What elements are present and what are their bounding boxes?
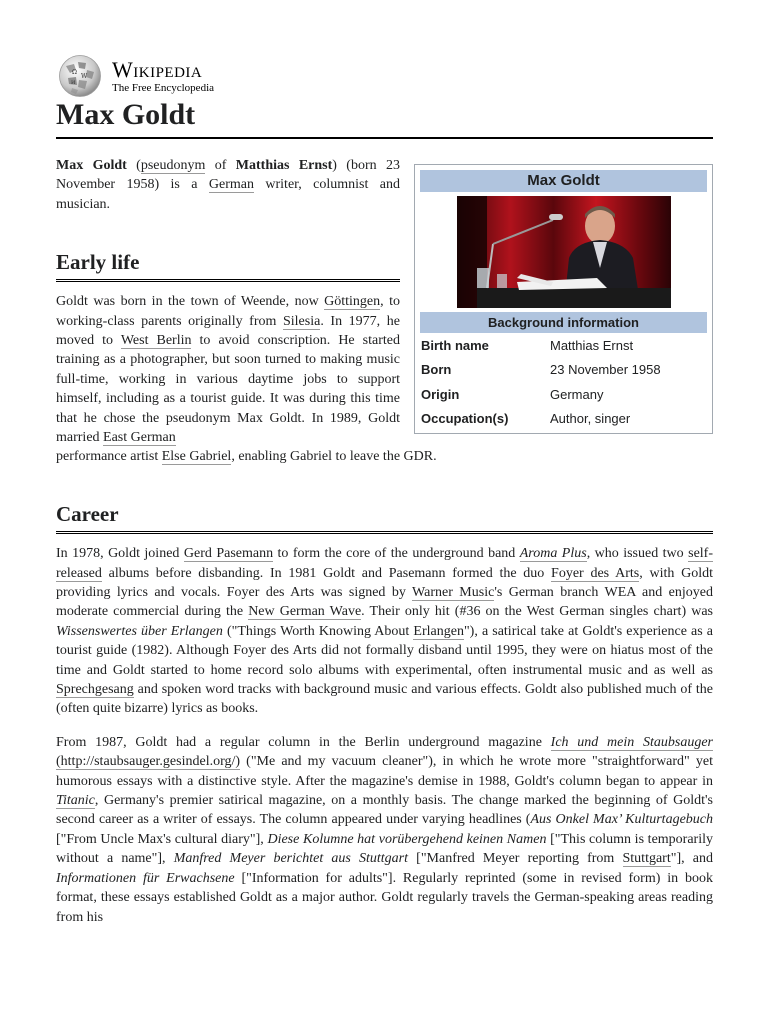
infobox-value: Germany bbox=[550, 386, 604, 402]
text-run: ("Things Worth Knowing About bbox=[222, 623, 414, 639]
svg-text:W: W bbox=[81, 73, 88, 80]
link-text: Aroma Plus bbox=[519, 546, 587, 562]
infobox-row bbox=[421, 358, 706, 383]
text-run: "), a satirical take at Goldt's experience as a tourist guide (1982). Although Foyer des Arts did not formally disband until 1995, they were on hiatus most of the time and Goldt started to home record solo albums with experimental, often instrumental music and as well as bbox=[56, 623, 713, 678]
text-run: and spoken word tracks with background music and various effects. Goldt also published much of the (often quite bizarre) lyrics as books. bbox=[56, 682, 713, 717]
infobox-section-header: Background information bbox=[420, 312, 707, 333]
link-gottingen[interactable]: Göttingen bbox=[324, 294, 381, 310]
text-run: ["This column is temporarily without a name"], bbox=[56, 831, 713, 867]
text-run: In 1978, Goldt joined bbox=[56, 546, 184, 562]
text-run: From 1987, Goldt had a regular column in the Berlin underground magazine bbox=[56, 734, 551, 750]
infobox-row bbox=[421, 333, 706, 358]
text-run: to avoid conscription. He started training as a photographer, but soon turned to making music full-time, working in various daytime jobs to support himself, including as a tourist guide. It was during this time that he chose the pseudonym Max Goldt. In 1989, Goldt married bbox=[56, 333, 400, 446]
early-life-paragraph bbox=[56, 292, 400, 447]
section-career bbox=[56, 502, 713, 927]
link-new-german-wave[interactable]: New German Wave bbox=[248, 604, 362, 620]
text-run: Goldt was born in the town of Weende, now bbox=[56, 294, 325, 310]
link-titanic[interactable] bbox=[56, 793, 95, 809]
text-run: albums before disbanding. In 1981 Goldt and Pasemann formed the duo bbox=[101, 565, 552, 581]
infobox-title: Max Goldt bbox=[420, 170, 707, 192]
link-staubsauger-url[interactable]: (http://staubsauger.gesindel.org/) bbox=[56, 754, 241, 770]
wikipedia-wordmark[interactable] bbox=[112, 56, 215, 94]
career-paragraph-1 bbox=[56, 544, 713, 719]
link-east-german[interactable]: East German bbox=[103, 430, 176, 446]
svg-text:Ω: Ω bbox=[72, 69, 77, 76]
text-run: , with Goldt providing lyrics and vocals. Foyer des Arts was signed by bbox=[56, 565, 713, 600]
link-stuttgart[interactable]: Stuttgart bbox=[622, 851, 671, 867]
link-ich-und-mein-staubsauger[interactable] bbox=[551, 735, 713, 751]
infobox-value: Author, singer bbox=[550, 411, 631, 427]
lead-real-name: Matthias Ernst bbox=[235, 158, 333, 173]
song-title: Wissenswertes über Erlangen bbox=[56, 623, 223, 639]
career-paragraph-2 bbox=[56, 733, 713, 927]
infobox-value: 23 November 1958 bbox=[550, 362, 661, 378]
infobox-row bbox=[421, 407, 706, 432]
wordmark-tagline: The Free Encyclopedia bbox=[112, 81, 215, 94]
link-self-released[interactable]: self-released bbox=[56, 546, 714, 581]
link-german[interactable]: German bbox=[208, 177, 254, 193]
text-run: 's German branch WEA and enjoyed moderate commercial during the bbox=[56, 585, 713, 620]
infobox-value: Matthias Ernst bbox=[550, 337, 634, 353]
link-west-berlin[interactable]: West Berlin bbox=[120, 333, 192, 348]
text-run: performance artist bbox=[56, 449, 162, 464]
link-foyer-des-arts[interactable]: Foyer des Arts bbox=[551, 565, 640, 581]
text-run: . In 1977, he moved to bbox=[56, 313, 400, 348]
infobox-label: Born bbox=[421, 362, 452, 378]
text-run: , to working-class parents originally from bbox=[56, 294, 400, 329]
text-run: ("Me and my vacuum cleaner"), in which he wrote more "straightforward" yet humorous essays with a distinctive style. After the magazine's demise in 1988, Goldt's column began to appear in bbox=[56, 754, 713, 789]
text-run: . Their only hit (#36 on the West German singles chart) was bbox=[361, 604, 713, 620]
link-warner-music[interactable]: Warner Music bbox=[412, 585, 495, 600]
text-run: , who issued two bbox=[586, 546, 689, 562]
text-run: ["Manfred Meyer reporting from bbox=[408, 851, 623, 867]
infobox-rows bbox=[421, 333, 706, 431]
text-run: ) (born 23 November 1958) is a bbox=[56, 158, 400, 193]
link-text: Ich und mein Staubsauger bbox=[550, 734, 714, 750]
italic-title: Diese Kolumne hat vorübergehend keinen Namen bbox=[267, 831, 547, 847]
link-pseudonym[interactable]: pseudonym bbox=[140, 158, 206, 173]
lead-section bbox=[56, 156, 400, 214]
text-run: of bbox=[205, 158, 236, 173]
text-run: , enabling Gabriel to leave the GDR. bbox=[231, 449, 437, 464]
wordmark-title: Wikipedia bbox=[112, 56, 203, 82]
link-sprechgesang[interactable]: Sprechgesang bbox=[56, 682, 134, 698]
lead-paragraph bbox=[56, 156, 400, 214]
text-run: ( bbox=[126, 158, 141, 173]
wikipedia-globe-icon[interactable] bbox=[56, 54, 104, 98]
section-early-life bbox=[56, 250, 400, 447]
link-aroma-plus[interactable] bbox=[520, 546, 587, 562]
italic-title: Informationen für Erwachsene bbox=[56, 870, 235, 886]
text-run: ["From Uncle Max's cultural diary"], bbox=[56, 831, 268, 847]
infobox-label: Origin bbox=[421, 386, 460, 402]
early-life-paragraph-tail bbox=[56, 447, 713, 466]
page-title: Max Goldt bbox=[56, 98, 713, 139]
text-run: to form the core of the underground band bbox=[273, 546, 520, 562]
italic-title: Manfred Meyer berichtet aus Stuttgart bbox=[173, 851, 409, 867]
heading-early-life: Early life bbox=[56, 250, 400, 282]
text-run: writer, columnist and musician. bbox=[56, 177, 400, 212]
text-run: "], and bbox=[670, 851, 713, 867]
infobox-label: Birth name bbox=[421, 337, 489, 353]
infobox bbox=[414, 164, 713, 434]
article-page bbox=[56, 54, 714, 925]
infobox-label: Occupation(s) bbox=[421, 411, 509, 427]
portrait-photo[interactable] bbox=[457, 196, 671, 308]
infobox-row bbox=[421, 382, 706, 407]
italic-title: Aus Onkel Max’ Kulturtagebuch bbox=[530, 812, 713, 828]
heading-career: Career bbox=[56, 502, 713, 534]
link-gerd-pasemann[interactable]: Gerd Pasemann bbox=[183, 546, 274, 562]
link-else-gabriel[interactable]: Else Gabriel bbox=[161, 449, 232, 464]
svg-text:И: И bbox=[71, 80, 76, 86]
link-text: Titanic bbox=[56, 793, 95, 809]
link-silesia[interactable]: Silesia bbox=[282, 313, 321, 329]
text-run: ["Information for adults"]. Regularly reprinted (some in revised form) in book format, these essays established Goldt as a major author. Goldt regularly travels the German-speaking areas reading from his bbox=[56, 870, 713, 925]
lead-subject: Max Goldt bbox=[56, 158, 127, 173]
site-header bbox=[56, 54, 713, 98]
link-erlangen[interactable]: Erlangen bbox=[413, 623, 464, 639]
text-run: , Germany's premier satirical magazine, on a monthly basis. The change marked the beginning of Goldt's second career as a writer of essays. The column appeared under varying headlines ( bbox=[56, 793, 713, 828]
